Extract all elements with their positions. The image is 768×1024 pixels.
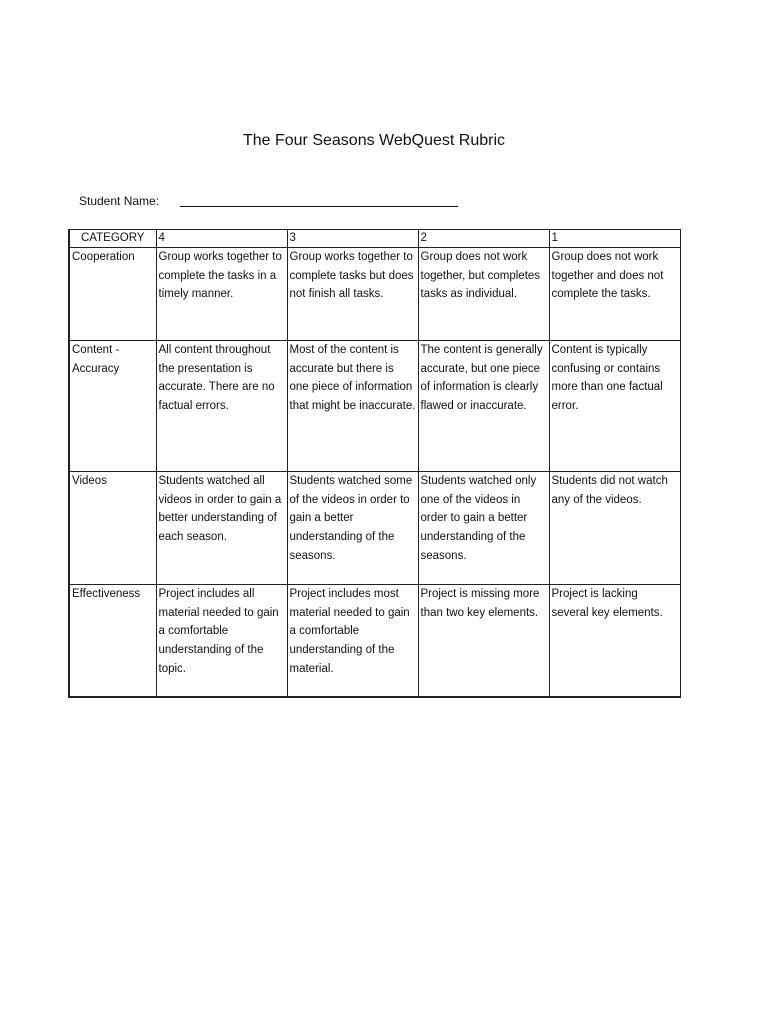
criteria-cell: All content throughout the presentation is accurate. There are no factual errors.: [156, 341, 287, 472]
table-row: [69, 341, 680, 472]
criteria-cell: Project is lacking several key elements.: [549, 585, 680, 698]
header-cell-score-4: 4: [156, 230, 287, 248]
criteria-cell: Group works together to complete tasks but does not finish all tasks.: [287, 248, 418, 341]
criteria-cell: Project includes all material needed to gain a comfortable understanding of the topic.: [156, 585, 287, 698]
criteria-cell: Project includes most material needed to gain a comfortable understanding of the material.: [287, 585, 418, 698]
header-cell-score-3: 3: [287, 230, 418, 248]
student-name-label: Student Name:: [79, 194, 160, 208]
header-cell-score-1: 1: [549, 230, 680, 248]
criteria-cell: Content is typically confusing or contains more than one factual error.: [549, 341, 680, 472]
row-category-cell: Videos: [69, 472, 156, 585]
header-cell-score-2: 2: [418, 230, 549, 248]
row-category-cell: Cooperation: [69, 248, 156, 341]
table-row: [69, 585, 680, 698]
criteria-cell: The content is generally accurate, but one piece of information is clearly flawed or inaccurate.: [418, 341, 549, 472]
criteria-cell: Group works together to complete the tasks in a timely manner.: [156, 248, 287, 341]
header-cell-category: CATEGORY: [69, 230, 156, 248]
table-row: [69, 248, 680, 341]
criteria-cell: Project is missing more than two key elements.: [418, 585, 549, 698]
criteria-cell: Students watched some of the videos in order to gain a better understanding of the seasons.: [287, 472, 418, 585]
criteria-cell: Most of the content is accurate but there is one piece of information that might be inaccurate.: [287, 341, 418, 472]
table-header-row: [69, 230, 680, 248]
student-name-blank-line[interactable]: [180, 206, 458, 207]
criteria-cell: Group does not work together, but completes tasks as individual.: [418, 248, 549, 341]
student-name-row: [79, 193, 159, 209]
criteria-cell: Students watched all videos in order to gain a better understanding of each season.: [156, 472, 287, 585]
page-title: The Four Seasons WebQuest Rubric: [242, 132, 506, 149]
row-category-cell: Effectiveness: [69, 585, 156, 698]
criteria-cell: Students watched only one of the videos in order to gain a better understanding of the seasons.: [418, 472, 549, 585]
row-category-cell: Content - Accuracy: [69, 341, 156, 472]
rubric-table: [68, 229, 681, 698]
table-row: [69, 472, 680, 585]
criteria-cell: Group does not work together and does not complete the tasks.: [549, 248, 680, 341]
criteria-cell: Students did not watch any of the videos.: [549, 472, 680, 585]
